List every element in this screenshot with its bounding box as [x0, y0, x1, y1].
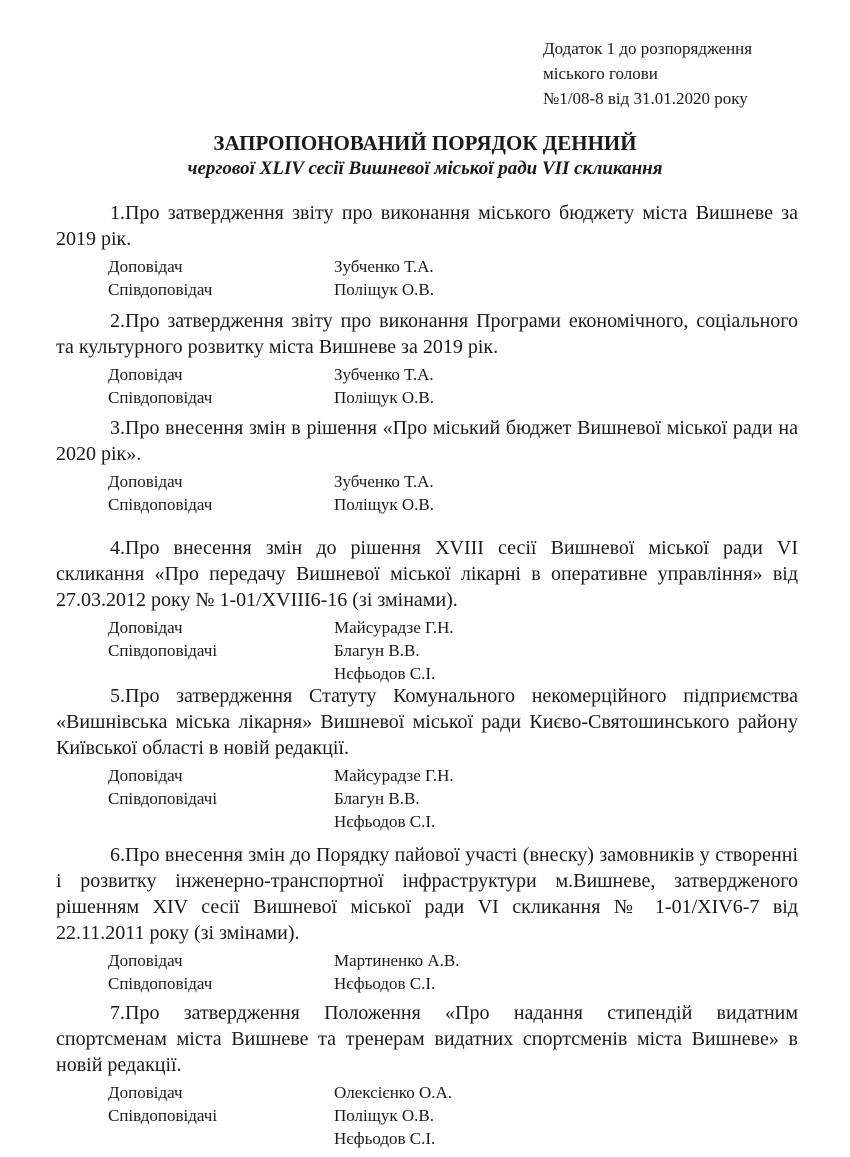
- co-speaker-name: Благун В.В.: [334, 789, 420, 808]
- speaker-role: Доповідач: [108, 1083, 183, 1102]
- co-speaker-role: Співдоповідач: [108, 974, 213, 993]
- agenda-item-text: 3.Про внесення змін в рішення «Про міський бюджет Вишневої міської ради на 2020 рік».: [56, 417, 798, 465]
- agenda-item-3: [56, 415, 798, 516]
- speakers: [108, 255, 798, 301]
- appendix-line: Додаток 1 до розпорядження: [543, 39, 753, 58]
- speakers: [108, 470, 798, 516]
- agenda-item-1: [56, 200, 798, 301]
- agenda-item-text: 7.Про затвердження Положення «Про надання стипендій видатним спортсменам міста Вишневе та тренерам видатних спортсменів міста Вишневе» в новій редакції.: [56, 1002, 798, 1076]
- co-speaker-name: Благун В.В.: [334, 641, 420, 660]
- agenda-item-4: [56, 535, 798, 685]
- speakers: [108, 616, 798, 685]
- agenda-item-text: 5.Про затвердження Статуту Комунального некомерційного підприємства «Вишнівська міська лікарня» Вишневої міської ради Києво-Святошинського району Київської області в новій редакції.: [56, 685, 798, 759]
- speakers: [108, 363, 798, 409]
- speakers: [108, 764, 798, 833]
- speaker-role: Доповідач: [108, 951, 183, 970]
- agenda-subtitle: чергової XLIV сесії Вишневої міської ради VII скликання: [187, 158, 663, 179]
- co-speaker-name: Нєфьодов С.І.: [334, 974, 436, 993]
- appendix-line: №1/08-8 від 31.01.2020 року: [543, 89, 748, 108]
- co-speaker-role: Співдоповідач: [108, 495, 213, 514]
- appendix-note: [543, 36, 833, 111]
- agenda-item-5: [56, 683, 798, 833]
- speaker-name: Мартиненко А.В.: [334, 951, 460, 970]
- agenda-item-text: 4.Про внесення змін до рішення XVIII сесії Вишневої міської ради VI скликання «Про передачу Вишневої міської лікарні в оперативне управління» від 27.03.2012 року № 1-01/XVIII6-16 (зі змінами).: [56, 537, 798, 611]
- co-speaker-role: Співдоповідач: [108, 280, 213, 299]
- co-speaker-name: Поліщук О.В.: [334, 388, 434, 407]
- co-speaker-name: Поліщук О.В.: [334, 1106, 434, 1125]
- co-speaker-role: Співдоповідачі: [108, 1106, 218, 1125]
- speaker-role: Доповідач: [108, 472, 183, 491]
- speakers: [108, 1081, 798, 1150]
- speaker-name: Зубченко Т.А.: [334, 257, 434, 276]
- agenda-title: ЗАПРОПОНОВАНИЙ ПОРЯДОК ДЕННИЙ: [213, 131, 637, 155]
- co-speaker-name: Нєфьодов С.І.: [334, 664, 436, 683]
- speaker-name: Олексієнко О.А.: [334, 1083, 453, 1102]
- co-speaker-name: Нєфьодов С.І.: [334, 1129, 436, 1148]
- agenda-item-7: [56, 1000, 798, 1150]
- agenda-item-2: [56, 308, 798, 409]
- speaker-role: Доповідач: [108, 257, 183, 276]
- agenda-item-6: [56, 842, 798, 995]
- co-speaker-name: Поліщук О.В.: [334, 280, 434, 299]
- agenda-item-text: 1.Про затвердження звіту про виконання міського бюджету міста Вишневе за 2019 рік.: [56, 202, 798, 250]
- speaker-name: Зубченко Т.А.: [334, 472, 434, 491]
- speaker-name: Майсурадзе Г.Н.: [334, 766, 454, 785]
- co-speaker-name: Поліщук О.В.: [334, 495, 434, 514]
- co-speaker-role: Співдоповідач: [108, 388, 213, 407]
- co-speaker-role: Співдоповідачі: [108, 789, 218, 808]
- speaker-name: Майсурадзе Г.Н.: [334, 618, 454, 637]
- appendix-line: міського голови: [543, 64, 658, 83]
- speaker-name: Зубченко Т.А.: [334, 365, 434, 384]
- speaker-role: Доповідач: [108, 766, 183, 785]
- agenda-item-text: 6.Про внесення змін до Порядку пайової участі (внеску) замовників у створенні і розвитку інженерно-транспортної інфраструктури м.Вишневе, затвердженого рішенням XIV сесії Вишневої міської ради VI скликання № 1-01/XIV6-7 від 22.11.2011 року (зі змінами).: [56, 844, 798, 944]
- speaker-role: Доповідач: [108, 365, 183, 384]
- speaker-role: Доповідач: [108, 618, 183, 637]
- agenda-item-text: 2.Про затвердження звіту про виконання Програми економічного, соціального та культурного розвитку міста Вишневе за 2019 рік.: [56, 310, 798, 358]
- co-speaker-role: Співдоповідачі: [108, 641, 218, 660]
- co-speaker-name: Нєфьодов С.І.: [334, 812, 436, 831]
- speakers: [108, 949, 798, 995]
